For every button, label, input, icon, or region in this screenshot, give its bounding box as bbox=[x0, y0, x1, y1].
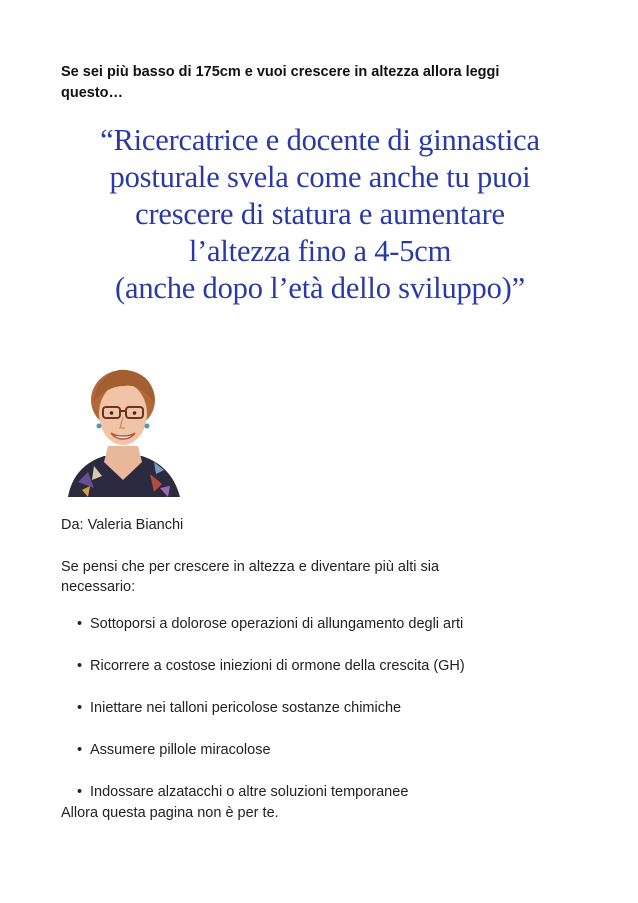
bullet-icon: • bbox=[77, 700, 83, 716]
list-item bbox=[77, 614, 465, 634]
headline-line-5: (anche dopo l’età dello sviluppo)” bbox=[115, 271, 525, 305]
paragraph-line-2: necessario: bbox=[61, 579, 136, 595]
headline-line-2: posturale svela come anche tu puoi bbox=[109, 160, 531, 194]
headline-line-1: “Ricercatrice e docente di ginnastica bbox=[100, 123, 540, 157]
intro-paragraph bbox=[61, 557, 541, 597]
list-item-text: Iniettare nei talloni pericolose sostanze chimiche bbox=[90, 700, 402, 716]
list-item bbox=[77, 698, 465, 718]
bullet-icon: • bbox=[77, 784, 83, 800]
headline-line-3: crescere di statura e aumentare bbox=[135, 197, 505, 231]
bullet-icon: • bbox=[77, 616, 83, 632]
bullet-icon: • bbox=[77, 742, 83, 758]
intro-line-1: Se sei più basso di 175cm e vuoi crescere in altezza allora leggi bbox=[61, 64, 500, 80]
list-item-text: Sottoporsi a dolorose operazioni di allungamento degli arti bbox=[90, 616, 464, 632]
intro-line-2: questo… bbox=[61, 85, 124, 101]
list-item bbox=[77, 740, 465, 760]
bullet-list bbox=[77, 614, 465, 824]
intro-text bbox=[61, 62, 581, 104]
list-item-text: Assumere pillole miracolose bbox=[90, 742, 271, 758]
paragraph-line-1: Se pensi che per crescere in altezza e diventare più alti sia bbox=[61, 559, 440, 575]
headline bbox=[40, 122, 600, 307]
bullet-icon: • bbox=[77, 658, 83, 674]
list-item bbox=[77, 782, 465, 802]
headline-line-4: l’altezza fino a 4-5cm bbox=[188, 234, 452, 268]
list-item bbox=[77, 656, 465, 676]
list-item-text: Indossare alzatacchi o altre soluzioni temporanee bbox=[90, 784, 409, 800]
closing-text: Allora questa pagina non è per te. bbox=[61, 805, 279, 821]
author-photo bbox=[64, 362, 182, 497]
list-item-text: Ricorrere a costose iniezioni di ormone della crescita (GH) bbox=[90, 658, 465, 674]
author-byline: Da: Valeria Bianchi bbox=[61, 517, 184, 533]
